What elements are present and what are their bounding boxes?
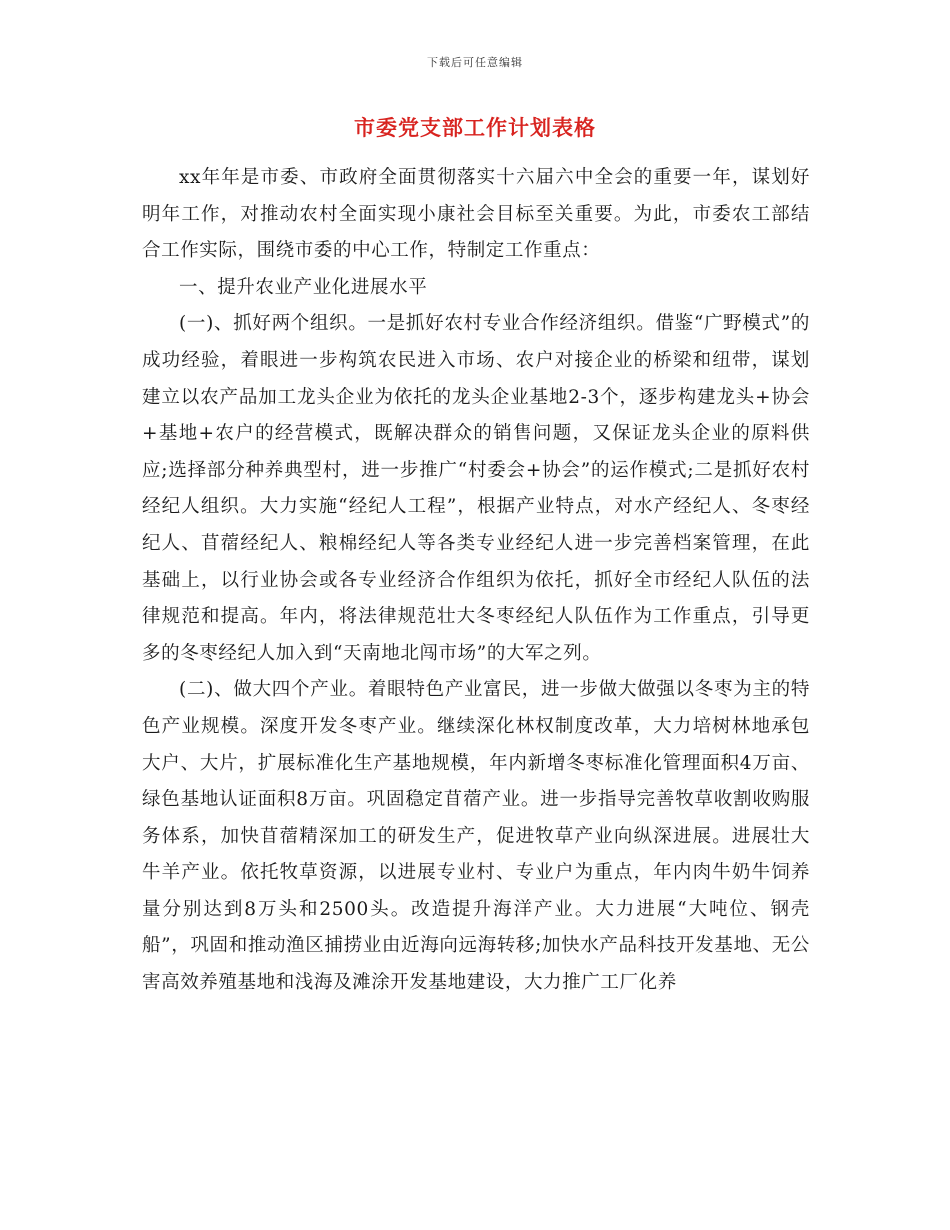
body-paragraph: (一)、抓好两个组织。一是抓好农村专业合作经济组织。借鉴“广野模式”的成功经验，着眼进一步构筑农民进入市场、农户对接企业的桥梁和纽带，谋划建立以农产品加工龙头企业为依托的龙头企业基地2-3个，逐步构建龙头+协会+基地+农户的经营模式，既解决群众的销售问题，又保证龙头企业的原料供应;选择部分种养典型村，进一步推广“村委会+协会”的运作模式;二是抓好农村经纪人组织。大力实施“经纪人工程”，根据产业特点，对水产经纪人、冬枣经纪人、苜蓿经纪人、粮棉经纪人等各类专业经纪人进一步完善档案管理，在此基础上，以行业协会或各专业经济合作组织为依托，抓好全市经纪人队伍的法律规范和提高。年内，将法律规范壮大冬枣经纪人队伍作为工作重点，引导更多的冬枣经纪人加入到“天南地北闯市场”的大军之列。 — [142, 313, 810, 664]
section-heading: 一、提升农业产业化进展水平 — [179, 276, 428, 298]
body-paragraph: (二)、做大四个产业。着眼特色产业富民，进一步做大做强以冬枣为主的特色产业规模。深度开发冬枣产业。继续深化林权制度改革，大力培树林地承包大户、大片，扩展标准化生产基地规模，年内新增冬枣标准化管理面积4万亩、绿色基地认证面积8万亩。巩固稳定苜蓿产业。进一步指导完善牧草收割收购服务体系，加快苜蓿精深加工的研发生产，促进牧草产业向纵深进展。进展壮大牛羊产业。依托牧草资源，以进展专业村、专业户为重点，年内肉牛奶牛饲养量分别达到8万头和2500头。改造提升海洋产业。大力进展“大吨位、钢壳船”，巩固和推动渔区捕捞业由近海向远海转移;加快水产品科技开发基地、无公害高效养殖基地和浅海及滩涂开发基地建设，大力推广工厂化养 — [142, 679, 810, 994]
page-header-note: 下载后可任意编辑 — [427, 56, 523, 69]
document-title: 市委党支部工作计划表格 — [354, 115, 596, 140]
intro-paragraph: xx年年是市委、市政府全面贯彻落实十六届六中全会的重要一年，谋划好明年工作，对推动农村全面实现小康社会目标至关重要。为此，市委农工部结合工作实际，围绕市委的中心工作，特制定工作重点： — [142, 167, 810, 262]
document-body — [142, 160, 810, 1002]
